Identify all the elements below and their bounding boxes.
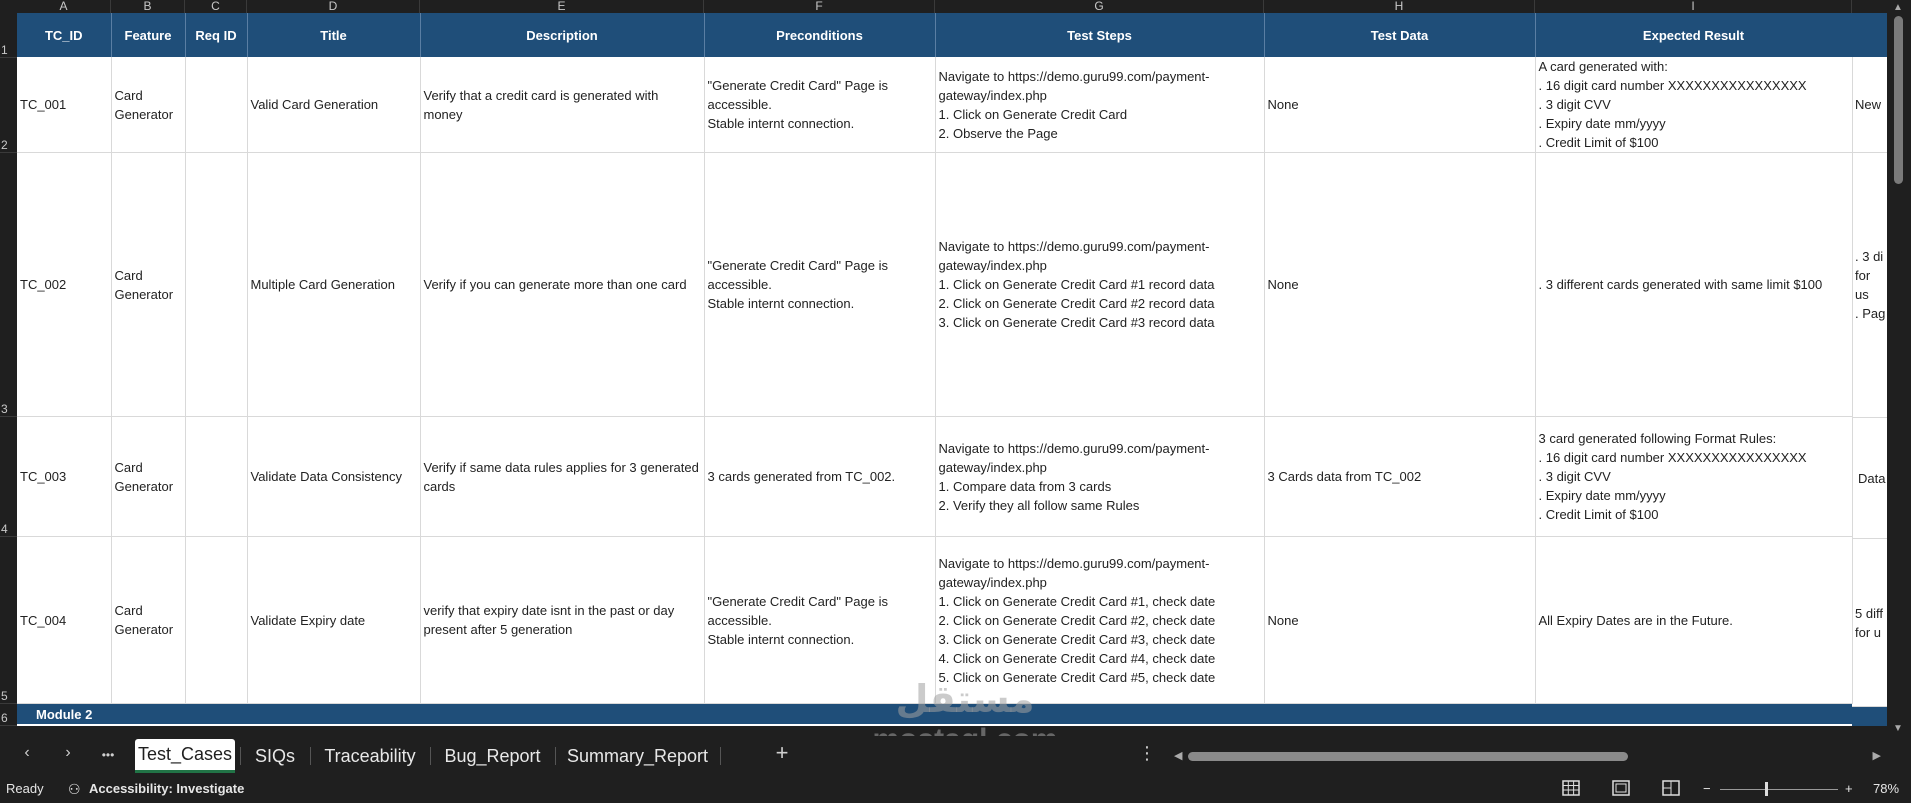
- row-number[interactable]: 3: [0, 153, 17, 417]
- column-letter[interactable]: D: [247, 0, 420, 13]
- ready-status: Ready: [6, 781, 44, 796]
- column-letter[interactable]: I: [1535, 0, 1852, 13]
- cell-test-steps[interactable]: Navigate to https://demo.guru99.com/payment-gateway/index.php 1. Click on Generate Credit Card 2. Observe the Page: [935, 57, 1264, 153]
- cell-req-id[interactable]: [185, 57, 247, 153]
- cell-feature[interactable]: Card Generator: [111, 57, 185, 153]
- cell-preconditions[interactable]: "Generate Credit Card" Page is accessible. Stable internt connection.: [704, 57, 935, 153]
- header-cell[interactable]: Expected Result: [1535, 13, 1852, 57]
- zoom-slider[interactable]: [1720, 789, 1838, 790]
- cell-test-data[interactable]: 3 Cards data from TC_002: [1264, 417, 1535, 537]
- status-bar: [0, 776, 1911, 803]
- cell-description[interactable]: Verify that a credit card is generated with money: [420, 57, 704, 153]
- cell-partial[interactable]: 5 diff for u: [1852, 539, 1887, 707]
- header-cell[interactable]: TC_ID: [17, 13, 111, 57]
- cell-title[interactable]: Validate Expiry date: [247, 537, 420, 704]
- cell-feature[interactable]: Card Generator: [111, 537, 185, 704]
- cell-tc-id[interactable]: TC_002: [17, 153, 111, 417]
- column-letter[interactable]: B: [111, 0, 185, 13]
- next-sheet-icon[interactable]: ›: [65, 744, 71, 761]
- vertical-scrollbar[interactable]: [1887, 0, 1911, 736]
- row-number[interactable]: 2: [0, 58, 17, 153]
- accessibility-status[interactable]: Accessibility: Investigate: [89, 781, 245, 796]
- tab-options-icon[interactable]: ⋮: [1138, 743, 1156, 763]
- page-layout-icon[interactable]: [1612, 780, 1630, 799]
- accessibility-icon[interactable]: ⚇: [68, 781, 81, 797]
- row-numbers: [0, 13, 17, 726]
- cell-test-data[interactable]: None: [1264, 153, 1535, 417]
- zoom-slider-handle[interactable]: [1765, 782, 1768, 796]
- table-row: [17, 153, 1852, 417]
- column-j-partial: [1852, 13, 1887, 726]
- cell-preconditions[interactable]: 3 cards generated from TC_002.: [704, 417, 935, 537]
- column-letter[interactable]: A: [17, 0, 111, 13]
- cell-expected-result[interactable]: All Expiry Dates are in the Future.: [1535, 537, 1852, 704]
- header-cell[interactable]: Title: [247, 13, 420, 57]
- header-cell[interactable]: Test Data: [1264, 13, 1535, 57]
- column-letters: [0, 0, 1887, 13]
- cell-test-steps[interactable]: Navigate to https://demo.guru99.com/payment-gateway/index.php 1. Click on Generate Credit Card #1, check date 2. Click on Generate Credit Card #2, check date 3. Click on Generate Credit Card #3, check date 4. Click on Generate Credit Card #4, check date 5. Click on Generate Credit Card #5, check date: [935, 537, 1264, 704]
- tab-summary-report[interactable]: Summary_Report: [566, 745, 709, 766]
- row-number[interactable]: 1: [0, 13, 17, 58]
- cell-req-id[interactable]: [185, 153, 247, 417]
- cell-test-steps[interactable]: Navigate to https://demo.guru99.com/payment-gateway/index.php 1. Click on Generate Credit Card #1 record data 2. Click on Generate Credit Card #2 record data 3. Click on Generate Credit Card #3 record data: [935, 153, 1264, 417]
- cell-test-data[interactable]: None: [1264, 537, 1535, 704]
- normal-view-icon[interactable]: [1562, 780, 1580, 799]
- tab-siqs[interactable]: SIQs: [254, 745, 295, 766]
- zoom-out-button[interactable]: −: [1703, 781, 1711, 796]
- column-letter[interactable]: G: [935, 0, 1264, 13]
- table-row: [17, 57, 1852, 153]
- cell-description[interactable]: Verify if same data rules applies for 3 generated cards: [420, 417, 704, 537]
- scroll-right-icon[interactable]: ▶: [1872, 750, 1881, 762]
- cell-partial[interactable]: New: [1852, 57, 1887, 153]
- cell-feature[interactable]: Card Generator: [111, 417, 185, 537]
- select-all-corner[interactable]: [0, 0, 17, 13]
- cell-feature[interactable]: Card Generator: [111, 153, 185, 417]
- tab-divider: [720, 747, 721, 765]
- cell-title[interactable]: Validate Data Consistency: [247, 417, 420, 537]
- row-number[interactable]: 6: [0, 704, 17, 726]
- cell-req-id[interactable]: [185, 537, 247, 704]
- watermark-arabic: مستقل: [895, 679, 1035, 721]
- header-cell[interactable]: Feature: [111, 13, 185, 57]
- horizontal-scroll-thumb[interactable]: [1188, 752, 1628, 761]
- header-cell[interactable]: Req ID: [185, 13, 247, 57]
- column-letter[interactable]: E: [420, 0, 704, 13]
- column-letter[interactable]: H: [1264, 0, 1535, 13]
- more-sheets-icon[interactable]: •••: [101, 748, 115, 762]
- cell-partial[interactable]: . 3 di for us . Pag: [1852, 153, 1887, 418]
- cell-partial[interactable]: Data: [1852, 418, 1887, 539]
- cell-tc-id[interactable]: TC_001: [17, 57, 111, 153]
- test-cases-table: [17, 13, 1853, 724]
- horizontal-scrollbar[interactable]: [1170, 749, 1885, 763]
- sheet-tab-bar: [0, 736, 1911, 776]
- cell-tc-id[interactable]: TC_003: [17, 417, 111, 537]
- cell-description[interactable]: Verify if you can generate more than one card: [420, 153, 704, 417]
- zoom-level[interactable]: 78%: [1873, 781, 1900, 796]
- header-cell[interactable]: Description: [420, 13, 704, 57]
- cell-test-data[interactable]: None: [1264, 57, 1535, 153]
- cell-expected-result[interactable]: 3 card generated following Format Rules: . 16 digit card number XXXXXXXXXXXXXXXX . 3 digit CVV . Expiry date mm/yyyy . Credit Limit of $100: [1535, 417, 1852, 537]
- tab-test-cases[interactable]: Test_Cases: [135, 739, 235, 773]
- prev-sheet-icon[interactable]: ‹: [24, 744, 30, 761]
- scroll-left-icon[interactable]: ◀: [1174, 750, 1183, 762]
- cell-description[interactable]: verify that expiry date isnt in the past or day present after 5 generation: [420, 537, 704, 704]
- cell-title[interactable]: Multiple Card Generation: [247, 153, 420, 417]
- tab-divider: [240, 747, 241, 765]
- header-cell[interactable]: Preconditions: [704, 13, 935, 57]
- tab-divider: [310, 747, 311, 765]
- cell-title[interactable]: Valid Card Generation: [247, 57, 420, 153]
- table-row: [17, 537, 1852, 704]
- row-number[interactable]: 4: [0, 417, 17, 537]
- page-break-icon[interactable]: [1662, 780, 1680, 799]
- scroll-up-icon[interactable]: ▲: [1893, 2, 1903, 13]
- cell-preconditions[interactable]: "Generate Credit Card" Page is accessible. Stable internt connection.: [704, 153, 935, 417]
- tab-bug-report[interactable]: Bug_Report: [444, 745, 541, 766]
- cell-expected-result[interactable]: A card generated with: . 16 digit card number XXXXXXXXXXXXXXXX . 3 digit CVV . Expiry date mm/yyyy . Credit Limit of $100: [1535, 57, 1852, 153]
- tab-divider: [430, 747, 431, 765]
- table-row: [17, 417, 1852, 537]
- row-number[interactable]: 5: [0, 537, 17, 704]
- module-label[interactable]: Module 2: [17, 704, 1852, 725]
- scroll-down-icon[interactable]: ▼: [1893, 723, 1903, 734]
- cell-preconditions[interactable]: "Generate Credit Card" Page is accessible. Stable internt connection.: [704, 537, 935, 704]
- cell-test-steps[interactable]: Navigate to https://demo.guru99.com/payment-gateway/index.php 1. Compare data from 3 cards 2. Verify they all follow same Rules: [935, 417, 1264, 537]
- tab-divider: [555, 747, 556, 765]
- cell-tc-id[interactable]: TC_004: [17, 537, 111, 704]
- cell-req-id[interactable]: [185, 417, 247, 537]
- header-cell[interactable]: Test Steps: [935, 13, 1264, 57]
- cell-area[interactable]: [17, 13, 1887, 726]
- zoom-in-button[interactable]: +: [1845, 781, 1853, 796]
- vertical-scroll-thumb[interactable]: [1894, 16, 1903, 184]
- cell-expected-result[interactable]: . 3 different cards generated with same limit $100: [1535, 153, 1852, 417]
- column-letter[interactable]: F: [704, 0, 935, 13]
- add-sheet-button[interactable]: +: [775, 740, 789, 765]
- tab-traceability[interactable]: Traceability: [324, 745, 416, 766]
- module-row: [17, 704, 1852, 725]
- header-row: [17, 13, 1852, 57]
- column-letter[interactable]: C: [185, 0, 247, 13]
